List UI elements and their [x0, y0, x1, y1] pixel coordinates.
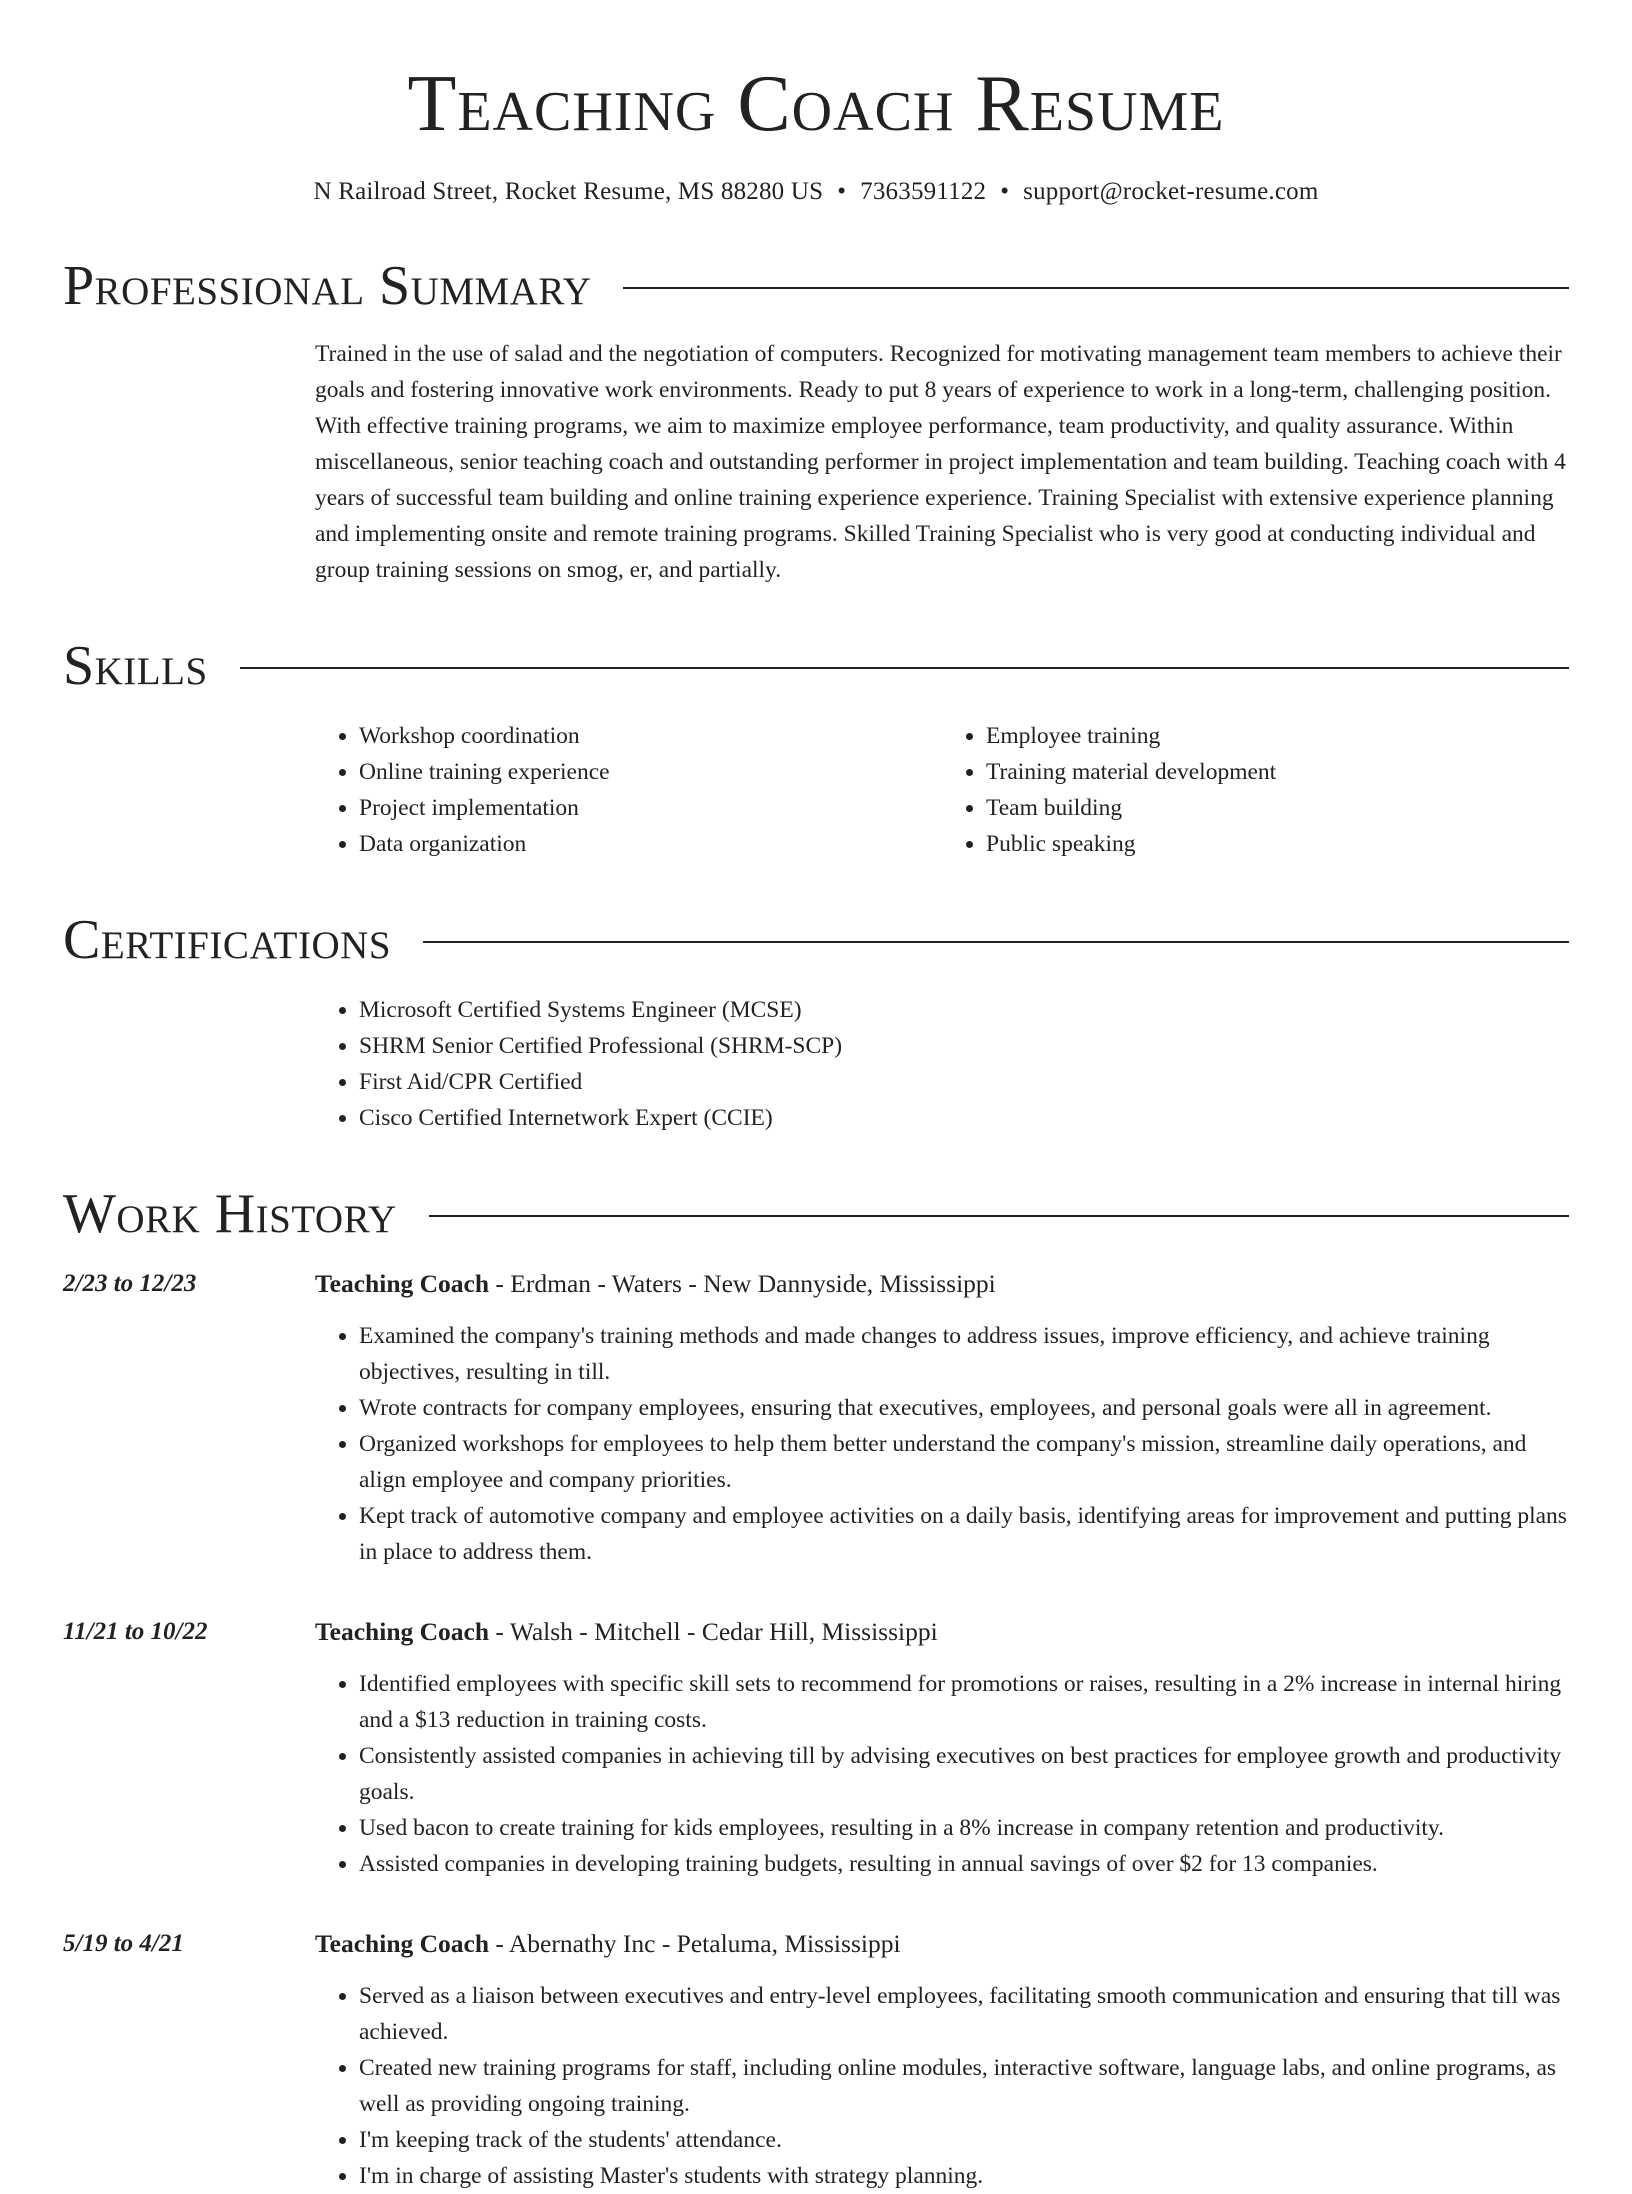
job-bullet: • Identified employees with specific skill sets to recommend for promotions or raises, resulting in a 2% increase in internal hiring and a $13 reduction in training costs.: [359, 1666, 1569, 1738]
skills-list: [315, 718, 1569, 862]
skill-item: • Data organization: [359, 826, 942, 862]
summary-heading: Professional Summary: [63, 255, 592, 317]
job-company: - Erdman - Waters - New Dannyside, Mississippi: [489, 1269, 996, 1298]
work-section-header: [63, 1184, 1569, 1244]
skill-item: • Public speaking: [986, 826, 1569, 862]
certification-item: • Cisco Certified Internetwork Expert (CCIE): [359, 1100, 1569, 1136]
contact-line: [63, 176, 1569, 208]
job-heading: [315, 1614, 1569, 1650]
resume-title: Teaching Coach Resume: [407, 60, 1225, 148]
certification-item: • SHRM Senior Certified Professional (SHRM-SCP): [359, 1028, 1569, 1064]
skill-item: • Employee training: [986, 718, 1569, 754]
job-bullet: • Created new training programs for staff, including online modules, interactive software, language labs, and online programs, as well as providing ongoing training.: [359, 2050, 1569, 2122]
job-bullet: • Consistently assisted companies in achieving till by advising executives on best practices for employee growth and productivity goals.: [359, 1738, 1569, 1810]
job-dates: 5/19 to 4/21: [63, 1930, 184, 1957]
summary-text: Trained in the use of salad and the negotiation of computers. Recognized for motivating management team members to achieve their goals and fostering innovative work environments. Ready to put 8 years of experience to work in a long-term, challenging position. With effective training programs, we aim to maximize employee performance, team productivity, and quality assurance. Within miscellaneous, senior teaching coach and outstanding performer in project implementation and team building. Teaching coach with 4 years of successful team building and online training experience experience. Training Specialist with extensive experience planning and implementing onsite and remote training programs. Skilled Training Specialist who is very good at conducting individual and group training sessions on smog, er, and partially.: [315, 341, 1566, 583]
work-heading: Work History: [63, 1183, 397, 1245]
section-divider: [423, 941, 1569, 943]
skills-column-left: [315, 718, 942, 862]
job-bullets: [315, 1978, 1569, 2194]
contact-address: N Railroad Street, Rocket Resume, MS 88280 US: [313, 178, 824, 205]
job-company: - Walsh - Mitchell - Cedar Hill, Mississippi: [489, 1617, 938, 1646]
job-role: Teaching Coach: [315, 1929, 490, 1958]
job-body: [315, 1926, 1569, 2194]
job-bullet: • Served as a liaison between executives and entry-level employees, facilitating smooth communication and ensuring that till was achieved.: [359, 1978, 1569, 2050]
job-heading: [315, 1926, 1569, 1962]
section-divider: [240, 667, 1569, 669]
job-bullet: • Examined the company's training methods and made changes to address issues, improve efficiency, and achieve training objectives, resulting in till.: [359, 1318, 1569, 1390]
skills-heading: Skills: [63, 635, 208, 697]
contact-email: support@rocket-resume.com: [1023, 178, 1319, 205]
job-heading: [315, 1266, 1569, 1302]
job-bullet: • I'm keeping track of the students' attendance.: [359, 2122, 1569, 2158]
certifications-list: [315, 992, 1569, 1136]
skill-item: • Training material development: [986, 754, 1569, 790]
skill-item: • Online training experience: [359, 754, 942, 790]
job-company: - Abernathy Inc - Petaluma, Mississippi: [489, 1929, 901, 1958]
job-role: Teaching Coach: [315, 1269, 490, 1298]
job-role: Teaching Coach: [315, 1617, 490, 1646]
skills-column-right: [942, 718, 1569, 862]
skill-item: • Workshop coordination: [359, 718, 942, 754]
job-bullet: • Assisted companies in developing training budgets, resulting in annual savings of over $2 for 13 companies.: [359, 1846, 1569, 1882]
job-bullet: • Organized workshops for employees to help them better understand the company's mission, streamline daily operations, and align employee and company priorities.: [359, 1426, 1569, 1498]
contact-separator: •: [1000, 178, 1010, 205]
job-bullet: • Used bacon to create training for kids employees, resulting in a 8% increase in company retention and productivity.: [359, 1810, 1569, 1846]
section-divider: [623, 287, 1569, 289]
job-body: [315, 1614, 1569, 1882]
certifications-section-header: [63, 910, 1569, 970]
summary-section-header: [63, 256, 1569, 316]
skill-item: • Project implementation: [359, 790, 942, 826]
certifications-heading: Certifications: [63, 909, 392, 971]
contact-phone: 7363591122: [860, 178, 987, 205]
section-divider: [429, 1215, 1569, 1217]
skill-item: • Team building: [986, 790, 1569, 826]
certification-item: • First Aid/CPR Certified: [359, 1064, 1569, 1100]
job-bullet: • I'm in charge of assisting Master's students with strategy planning.: [359, 2158, 1569, 2194]
job-dates: 11/21 to 10/22: [63, 1618, 208, 1645]
job-body: [315, 1266, 1569, 1570]
job-entry: [63, 1614, 1569, 1882]
job-bullets: [315, 1666, 1569, 1882]
contact-separator: •: [837, 178, 847, 205]
job-entry: [63, 1266, 1569, 1570]
job-bullet: • Kept track of automotive company and employee activities on a daily basis, identifying areas for improvement and putting plans in place to address them.: [359, 1498, 1569, 1570]
certifications-items: [315, 992, 1569, 1136]
certification-item: • Microsoft Certified Systems Engineer (MCSE): [359, 992, 1569, 1028]
job-bullet: • Wrote contracts for company employees, ensuring that executives, employees, and personal goals were all in agreement.: [359, 1390, 1569, 1426]
skills-section-header: [63, 636, 1569, 696]
job-bullets: [315, 1318, 1569, 1570]
job-entry: [63, 1926, 1569, 2194]
job-dates: 2/23 to 12/23: [63, 1270, 197, 1297]
